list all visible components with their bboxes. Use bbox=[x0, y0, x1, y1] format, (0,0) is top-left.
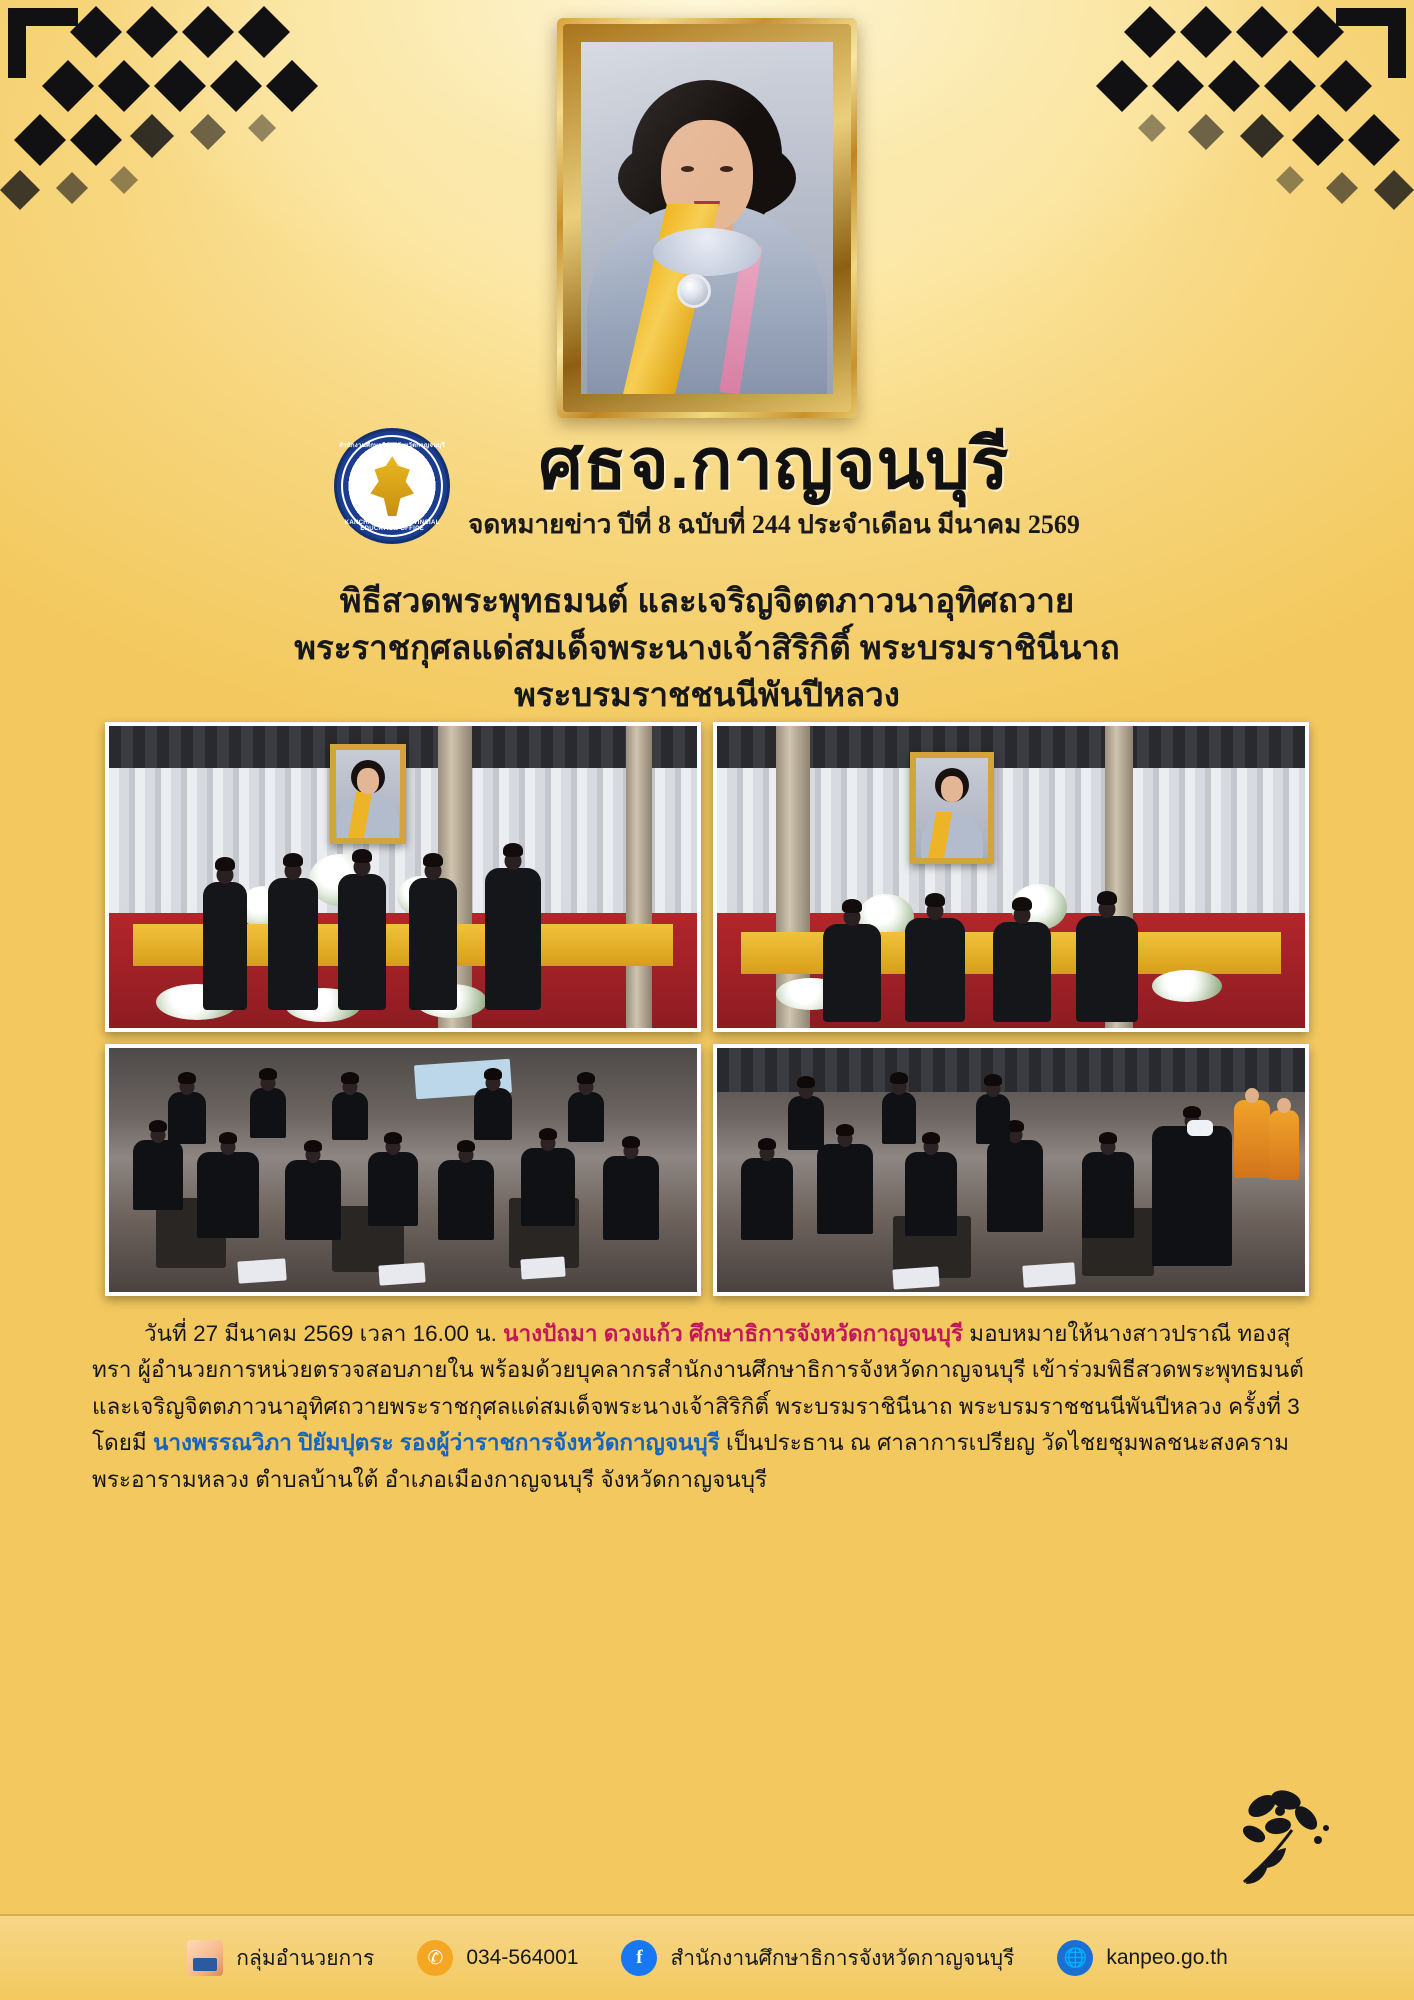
footer-website[interactable] bbox=[1056, 1939, 1227, 1977]
footer-phone[interactable] bbox=[416, 1939, 578, 1977]
issue-line: จดหมายข่าว ปีที่ 8 ฉบับที่ 244 ประจำเดือน มีนาคม 2569 bbox=[468, 509, 1080, 539]
photo-4-audience-right bbox=[713, 1044, 1309, 1296]
globe-icon: 🌐 bbox=[1056, 1939, 1094, 1977]
seal-top-text: สำนักงานศึกษาธิการจังหวัดกาญจนบุรี bbox=[339, 443, 446, 450]
body-segment-1: วันที่ 27 มีนาคม 2569 เวลา 16.00 น. bbox=[144, 1321, 504, 1346]
body-segment-3: มอบหมายให้นางสาวปราณี ทองสุทรา ผู้อำนวยการหน่วยตรวจสอบภายใน พร้อมด้วยบุคลากรสำนักงานศึกษาธิการจังหวัดกาญจนบุรี เข้าร่วมพิธีสวดพระพุทธมนต์และเจริญจิตตภาวนาอุทิศถวายพระราชกุศลแด่สมเด็จพระนางเจ้าสิริกิติ์ พระบรมราชินีนาถ พระบรมราชชนนีพันปีหลวง ครั้งที่ 3 โดยมี bbox=[92, 1321, 1304, 1456]
body-highlight-chairperson: นางพรรณวิภา ปิยัมปุตระ รองผู้ว่าราชการจังหวัดกาญจนบุรี bbox=[152, 1430, 720, 1456]
floral-ornament-icon bbox=[1214, 1778, 1344, 1888]
body-segment-5: เป็นประธาน ณ ศาลาการเปรียญ วัดไชยชุมพลชนะสงคราม พระอารามหลวง ตำบลบ้านใต้ อำเภอเมืองกาญจนบุรี จังหวัดกาญจนบุรี bbox=[92, 1430, 1290, 1492]
photo-2-seated-group bbox=[713, 722, 1309, 1032]
body-highlight-official: นางปัถมา ดวงแก้ว ศึกษาธิการจังหวัดกาญจนบุรี bbox=[503, 1321, 964, 1346]
footer-phone-label[interactable]: 034-564001 bbox=[466, 1946, 579, 1969]
article-body bbox=[92, 1316, 1322, 1498]
phone-icon: ✆ bbox=[416, 1939, 454, 1977]
headline-line-3: พระบรมราชชนนีพันปีหลวง bbox=[514, 675, 900, 713]
corner-ornament-left bbox=[0, 0, 330, 215]
footer-facebook[interactable] bbox=[620, 1939, 1014, 1977]
seal-bottom-text: KANCHANABURI PROVINCIAL EDUCATION OFFICE bbox=[344, 520, 440, 533]
headline-line-2: พระราชกุศลแด่สมเด็จพระนางเจ้าสิริกิติ์ พระบรมราชินีนาถ bbox=[294, 628, 1120, 666]
document-person-icon bbox=[186, 1939, 224, 1977]
footer-group bbox=[186, 1939, 374, 1977]
facebook-icon: f bbox=[620, 1939, 658, 1977]
footer-group-label: กลุ่มอำนวยการ bbox=[236, 1946, 375, 1970]
page-title bbox=[60, 578, 1354, 719]
masthead bbox=[0, 425, 1414, 545]
provincial-education-office-seal bbox=[334, 428, 450, 544]
photo-gallery bbox=[105, 722, 1309, 1296]
footer-contact-bar bbox=[0, 1914, 1414, 2000]
corner-ornament-right bbox=[1084, 0, 1414, 215]
headline-line-1: พิธีสวดพระพุทธมนต์ และเจริญจิตตภาวนาอุทิศถวาย bbox=[339, 582, 1075, 619]
royal-portrait bbox=[557, 18, 857, 418]
photo-1-standing-group bbox=[105, 722, 701, 1032]
org-title: ศธจ.กาญจนบุรี bbox=[538, 425, 1010, 503]
footer-facebook-label[interactable]: สำนักงานศึกษาธิการจังหวัดกาญจนบุรี bbox=[670, 1946, 1015, 1970]
photo-3-audience-left bbox=[105, 1044, 701, 1296]
footer-website-label[interactable]: kanpeo.go.th bbox=[1106, 1946, 1228, 1969]
portrait-image bbox=[581, 42, 833, 394]
